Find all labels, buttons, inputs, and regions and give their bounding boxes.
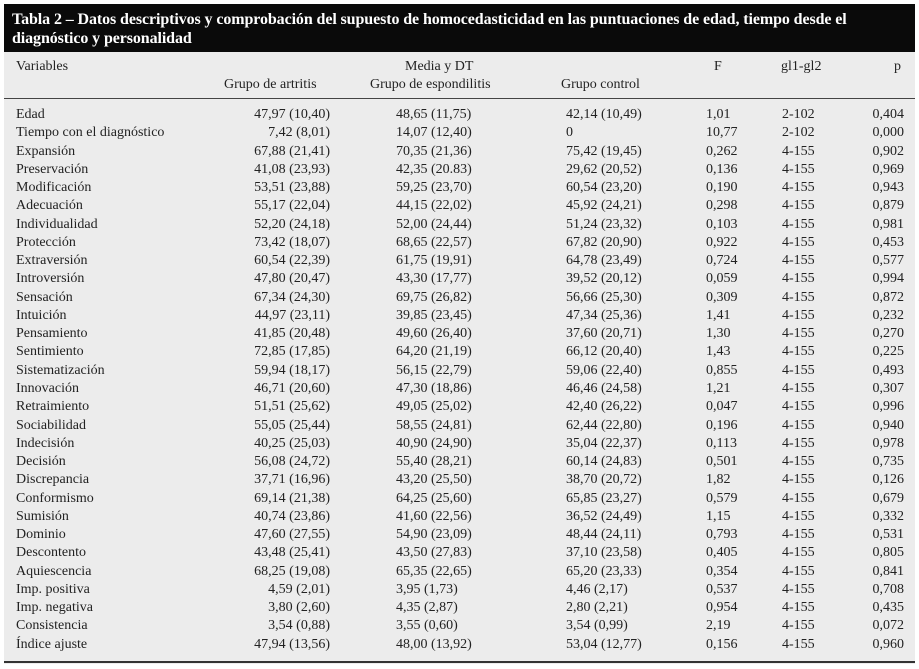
cell-variable: Tiempo con el diagnóstico [16, 125, 165, 141]
cell-gl: 4-155 [782, 636, 815, 652]
table-row [4, 106, 915, 124]
cell-gl: 4-155 [782, 545, 815, 561]
cell-f: 1,21 [706, 380, 731, 396]
cell-gl: 4-155 [782, 253, 815, 269]
table-row [4, 362, 915, 380]
header-control: Grupo control [561, 77, 640, 92]
cell-f: 0,262 [706, 143, 738, 159]
cell-espondilitis: 64,25 (25,60) [396, 490, 472, 506]
table-row [4, 325, 915, 343]
cell-f: 0,405 [706, 545, 738, 561]
cell-gl: 2-102 [782, 125, 815, 141]
cell-gl: 4-155 [782, 618, 815, 634]
cell-p: 0,960 [872, 636, 904, 652]
cell-espondilitis: 43,30 (17,77) [396, 271, 472, 287]
cell-variable: Indecisión [16, 435, 75, 451]
cell-variable: Sensación [16, 289, 73, 305]
cell-artritis: 43,48 (25,41) [254, 545, 330, 561]
cell-artritis: 40,25 (25,03) [254, 435, 330, 451]
table-row [4, 453, 915, 471]
cell-control: 2,80 (2,21) [566, 600, 628, 616]
table-row [4, 161, 915, 179]
cell-espondilitis: 41,60 (22,56) [396, 508, 472, 524]
cell-artritis: 56,08 (24,72) [254, 454, 330, 470]
cell-espondilitis: 52,00 (24,44) [396, 216, 472, 232]
cell-artritis: 41,85 (20,48) [254, 326, 330, 342]
cell-espondilitis: 58,55 (24,81) [396, 417, 472, 433]
cell-p: 0,577 [872, 253, 904, 269]
cell-artritis: 46,71 (20,60) [254, 380, 330, 396]
table-row [4, 307, 915, 325]
cell-variable: Decisión [16, 454, 66, 470]
cell-artritis: 3,54 (0,88) [268, 618, 330, 634]
cell-control: 42,14 (10,49) [566, 107, 642, 122]
cell-artritis: 68,25 (19,08) [254, 563, 330, 579]
cell-f: 1,15 [706, 508, 731, 524]
cell-control: 3,54 (0,99) [566, 618, 628, 634]
cell-p: 0,072 [872, 618, 904, 634]
cell-espondilitis: 69,75 (26,82) [396, 289, 472, 305]
table-row [4, 398, 915, 416]
cell-artritis: 47,97 (10,40) [254, 107, 330, 122]
cell-f: 1,41 [706, 307, 731, 323]
cell-espondilitis: 55,40 (28,21) [396, 454, 472, 470]
cell-control: 56,66 (25,30) [566, 289, 642, 305]
cell-artritis: 73,42 (18,07) [254, 234, 330, 250]
header-media-dt: Media y DT [405, 59, 474, 74]
cell-control: 66,12 (20,40) [566, 344, 642, 360]
table-row [4, 435, 915, 453]
cell-variable: Extraversión [16, 253, 88, 269]
cell-control: 39,52 (20,12) [566, 271, 642, 287]
cell-p: 0,978 [872, 435, 904, 451]
cell-p: 0,994 [872, 271, 904, 287]
cell-variable: Dominio [16, 527, 66, 543]
header-artritis: Grupo de artritis [224, 77, 317, 92]
cell-f: 0,855 [706, 362, 738, 378]
table-row [4, 508, 915, 526]
cell-gl: 4-155 [782, 454, 815, 470]
cell-variable: Edad [16, 107, 45, 122]
cell-gl: 4-155 [782, 563, 815, 579]
cell-espondilitis: 65,35 (22,65) [396, 563, 472, 579]
cell-variable: Retraimiento [16, 399, 90, 415]
cell-f: 0,103 [706, 216, 738, 232]
table-row [4, 636, 915, 654]
cell-p: 0,981 [872, 216, 904, 232]
cell-f: 1,30 [706, 326, 731, 342]
cell-espondilitis: 43,20 (25,50) [396, 472, 472, 488]
cell-artritis: 69,14 (21,38) [254, 490, 330, 506]
cell-espondilitis: 44,15 (22,02) [396, 198, 472, 214]
cell-f: 0,136 [706, 161, 738, 177]
table-title: Tabla 2 – Datos descriptivos y comprobación del supuesto de homocedasticidad en las puntuaciones de edad, tiempo desde el diagnóstico y personalidad [4, 4, 915, 52]
cell-espondilitis: 48,00 (13,92) [396, 636, 472, 652]
table-row [4, 289, 915, 307]
table-row [4, 617, 915, 635]
cell-p: 0,902 [872, 143, 904, 159]
cell-p: 0,531 [872, 527, 904, 543]
cell-p: 0,000 [872, 125, 904, 141]
cell-espondilitis: 3,55 (0,60) [396, 618, 458, 634]
cell-f: 1,82 [706, 472, 731, 488]
cell-control: 46,46 (24,58) [566, 380, 642, 396]
cell-artritis: 44,97 (23,11) [254, 307, 330, 323]
cell-p: 0,270 [872, 326, 904, 342]
cell-variable: Imp. negativa [16, 600, 93, 616]
cell-gl: 4-155 [782, 307, 815, 323]
cell-control: 47,34 (25,36) [566, 307, 642, 323]
cell-variable: Discrepancia [16, 472, 90, 488]
cell-variable: Innovación [16, 380, 79, 396]
cell-artritis: 67,34 (24,30) [254, 289, 330, 305]
table-row [4, 380, 915, 398]
header-divider [4, 98, 915, 99]
cell-artritis: 41,08 (23,93) [254, 161, 330, 177]
cell-f: 0,190 [706, 180, 738, 196]
cell-variable: Imp. positiva [16, 581, 90, 597]
cell-variable: Individualidad [16, 216, 98, 232]
cell-gl: 4-155 [782, 271, 815, 287]
cell-gl: 4-155 [782, 198, 815, 214]
cell-f: 0,724 [706, 253, 738, 269]
table-row [4, 124, 915, 142]
cell-f: 0,537 [706, 581, 738, 597]
cell-artritis: 37,71 (16,96) [254, 472, 330, 488]
cell-espondilitis: 68,65 (22,57) [396, 234, 472, 250]
cell-control: 38,70 (20,72) [566, 472, 642, 488]
header-variables: Variables [16, 59, 69, 74]
cell-espondilitis: 49,05 (25,02) [396, 399, 472, 415]
cell-gl: 4-155 [782, 380, 815, 396]
cell-control: 67,82 (20,90) [566, 234, 642, 250]
data-table [4, 4, 915, 664]
cell-control: 64,78 (23,49) [566, 253, 642, 269]
cell-gl: 4-155 [782, 581, 815, 597]
cell-p: 0,969 [872, 161, 904, 177]
cell-artritis: 59,94 (18,17) [254, 362, 330, 378]
cell-f: 0,156 [706, 636, 738, 652]
cell-gl: 2-102 [782, 107, 815, 122]
cell-variable: Aquiescencia [16, 563, 92, 579]
table-row [4, 544, 915, 562]
cell-f: 0,047 [706, 399, 738, 415]
cell-variable: Consistencia [16, 618, 88, 634]
cell-control: 37,60 (20,71) [566, 326, 642, 342]
cell-p: 0,879 [872, 198, 904, 214]
cell-gl: 4-155 [782, 180, 815, 196]
cell-variable: Sumisión [16, 508, 69, 524]
table-row [4, 471, 915, 489]
cell-p: 0,872 [872, 289, 904, 305]
header-p: p [894, 59, 901, 74]
cell-artritis: 72,85 (17,85) [254, 344, 330, 360]
cell-espondilitis: 39,85 (23,45) [396, 307, 472, 323]
cell-espondilitis: 64,20 (21,19) [396, 344, 472, 360]
cell-variable: Adecuación [16, 198, 83, 214]
cell-artritis: 47,80 (20,47) [254, 271, 330, 287]
table-row [4, 526, 915, 544]
table-row [4, 417, 915, 435]
cell-control: 45,92 (24,21) [566, 198, 642, 214]
cell-gl: 4-155 [782, 399, 815, 415]
cell-espondilitis: 61,75 (19,91) [396, 253, 472, 269]
cell-control: 75,42 (19,45) [566, 143, 642, 159]
cell-f: 0,793 [706, 527, 738, 543]
cell-variable: Sociabilidad [16, 417, 86, 433]
cell-f: 0,113 [706, 435, 737, 451]
cell-gl: 4-155 [782, 344, 815, 360]
cell-espondilitis: 49,60 (26,40) [396, 326, 472, 342]
cell-p: 0,679 [872, 490, 904, 506]
header-f: F [714, 59, 722, 74]
cell-control: 42,40 (26,22) [566, 399, 642, 415]
cell-gl: 4-155 [782, 326, 815, 342]
cell-p: 0,708 [872, 581, 904, 597]
cell-gl: 4-155 [782, 161, 815, 177]
cell-artritis: 55,05 (25,44) [254, 417, 330, 433]
cell-p: 0,805 [872, 545, 904, 561]
cell-f: 1,01 [706, 107, 731, 122]
cell-f: 0,059 [706, 271, 738, 287]
header-espondilitis: Grupo de espondilitis [370, 77, 491, 92]
table-body [4, 106, 915, 654]
cell-control: 59,06 (22,40) [566, 362, 642, 378]
cell-f: 10,77 [706, 125, 738, 141]
cell-control: 51,24 (23,32) [566, 216, 642, 232]
cell-espondilitis: 42,35 (20.83) [396, 161, 472, 177]
cell-variable: Conformismo [16, 490, 94, 506]
cell-control: 53,04 (12,77) [566, 636, 642, 652]
cell-artritis: 40,74 (23,86) [254, 508, 330, 524]
cell-espondilitis: 14,07 (12,40) [396, 125, 472, 141]
cell-p: 0,735 [872, 454, 904, 470]
cell-p: 0,996 [872, 399, 904, 415]
cell-variable: Descontento [16, 545, 86, 561]
cell-artritis: 7,42 (8,01) [268, 125, 330, 141]
cell-f: 0,954 [706, 600, 738, 616]
table-row [4, 581, 915, 599]
cell-control: 60,54 (23,20) [566, 180, 642, 196]
cell-gl: 4-155 [782, 289, 815, 305]
cell-artritis: 53,51 (23,88) [254, 180, 330, 196]
cell-control: 48,44 (24,11) [566, 527, 642, 543]
cell-variable: Sistematización [16, 362, 105, 378]
cell-f: 0,501 [706, 454, 738, 470]
cell-p: 0,943 [872, 180, 904, 196]
cell-f: 0,579 [706, 490, 738, 506]
cell-p: 0,225 [872, 344, 904, 360]
cell-gl: 4-155 [782, 490, 815, 506]
cell-control: 37,10 (23,58) [566, 545, 642, 561]
cell-espondilitis: 3,95 (1,73) [396, 581, 458, 597]
table-bottom-rule [4, 661, 915, 663]
table-row [4, 563, 915, 581]
cell-p: 0,841 [872, 563, 904, 579]
header-gl: gl1-gl2 [781, 59, 822, 74]
cell-f: 0,354 [706, 563, 738, 579]
cell-f: 0,298 [706, 198, 738, 214]
cell-gl: 4-155 [782, 600, 815, 616]
cell-artritis: 47,94 (13,56) [254, 636, 330, 652]
cell-p: 0,232 [872, 307, 904, 323]
cell-control: 62,44 (22,80) [566, 417, 642, 433]
cell-variable: Índice ajuste [16, 636, 88, 652]
cell-espondilitis: 70,35 (21,36) [396, 143, 472, 159]
cell-variable: Preservación [16, 161, 89, 177]
cell-p: 0,493 [872, 362, 904, 378]
cell-p: 0,332 [872, 508, 904, 524]
cell-variable: Intuición [16, 307, 67, 323]
cell-espondilitis: 4,35 (2,87) [396, 600, 458, 616]
cell-espondilitis: 40,90 (24,90) [396, 435, 472, 451]
table-row [4, 490, 915, 508]
cell-espondilitis: 47,30 (18,86) [396, 380, 472, 396]
cell-control: 35,04 (22,37) [566, 435, 642, 451]
table-row [4, 599, 915, 617]
cell-variable: Sentimiento [16, 344, 84, 360]
cell-artritis: 3,80 (2,60) [268, 600, 330, 616]
cell-artritis: 60,54 (22,39) [254, 253, 330, 269]
cell-espondilitis: 43,50 (27,83) [396, 545, 472, 561]
cell-f: 0,922 [706, 234, 738, 250]
cell-gl: 4-155 [782, 362, 815, 378]
cell-p: 0,307 [872, 380, 904, 396]
cell-artritis: 47,60 (27,55) [254, 527, 330, 543]
cell-control: 36,52 (24,49) [566, 508, 642, 524]
cell-control: 65,85 (23,27) [566, 490, 642, 506]
cell-espondilitis: 59,25 (23,70) [396, 180, 472, 196]
cell-gl: 4-155 [782, 435, 815, 451]
cell-espondilitis: 56,15 (22,79) [396, 362, 472, 378]
table-row [4, 179, 915, 197]
cell-f: 1,43 [706, 344, 731, 360]
cell-variable: Protección [16, 234, 76, 250]
cell-espondilitis: 54,90 (23,09) [396, 527, 472, 543]
cell-artritis: 67,88 (21,41) [254, 143, 330, 159]
cell-f: 2,19 [706, 618, 731, 634]
cell-espondilitis: 48,65 (11,75) [396, 107, 472, 122]
table-row [4, 252, 915, 270]
cell-f: 0,309 [706, 289, 738, 305]
cell-variable: Pensamiento [16, 326, 88, 342]
cell-p: 0,453 [872, 234, 904, 250]
cell-control: 4,46 (2,17) [566, 581, 628, 597]
cell-p: 0,435 [872, 600, 904, 616]
cell-gl: 4-155 [782, 527, 815, 543]
table-row [4, 270, 915, 288]
cell-control: 29,62 (20,52) [566, 161, 642, 177]
cell-variable: Introversión [16, 271, 85, 287]
cell-artritis: 4,59 (2,01) [268, 581, 330, 597]
cell-f: 0,196 [706, 417, 738, 433]
cell-artritis: 51,51 (25,62) [254, 399, 330, 415]
table-row [4, 234, 915, 252]
table-row [4, 216, 915, 234]
cell-p: 0,940 [872, 417, 904, 433]
cell-control: 65,20 (23,33) [566, 563, 642, 579]
cell-artritis: 55,17 (22,04) [254, 198, 330, 214]
cell-gl: 4-155 [782, 216, 815, 232]
table-row [4, 143, 915, 161]
cell-gl: 4-155 [782, 234, 815, 250]
cell-artritis: 52,20 (24,18) [254, 216, 330, 232]
cell-gl: 4-155 [782, 417, 815, 433]
cell-variable: Expansión [16, 143, 76, 159]
table-row [4, 197, 915, 215]
cell-p: 0,126 [872, 472, 904, 488]
cell-control: 60,14 (24,83) [566, 454, 642, 470]
cell-gl: 4-155 [782, 472, 815, 488]
table-row [4, 343, 915, 361]
cell-gl: 4-155 [782, 143, 815, 159]
cell-control: 0 [566, 125, 573, 141]
cell-variable: Modificación [16, 180, 92, 196]
cell-gl: 4-155 [782, 508, 815, 524]
cell-p: 0,404 [872, 107, 904, 122]
